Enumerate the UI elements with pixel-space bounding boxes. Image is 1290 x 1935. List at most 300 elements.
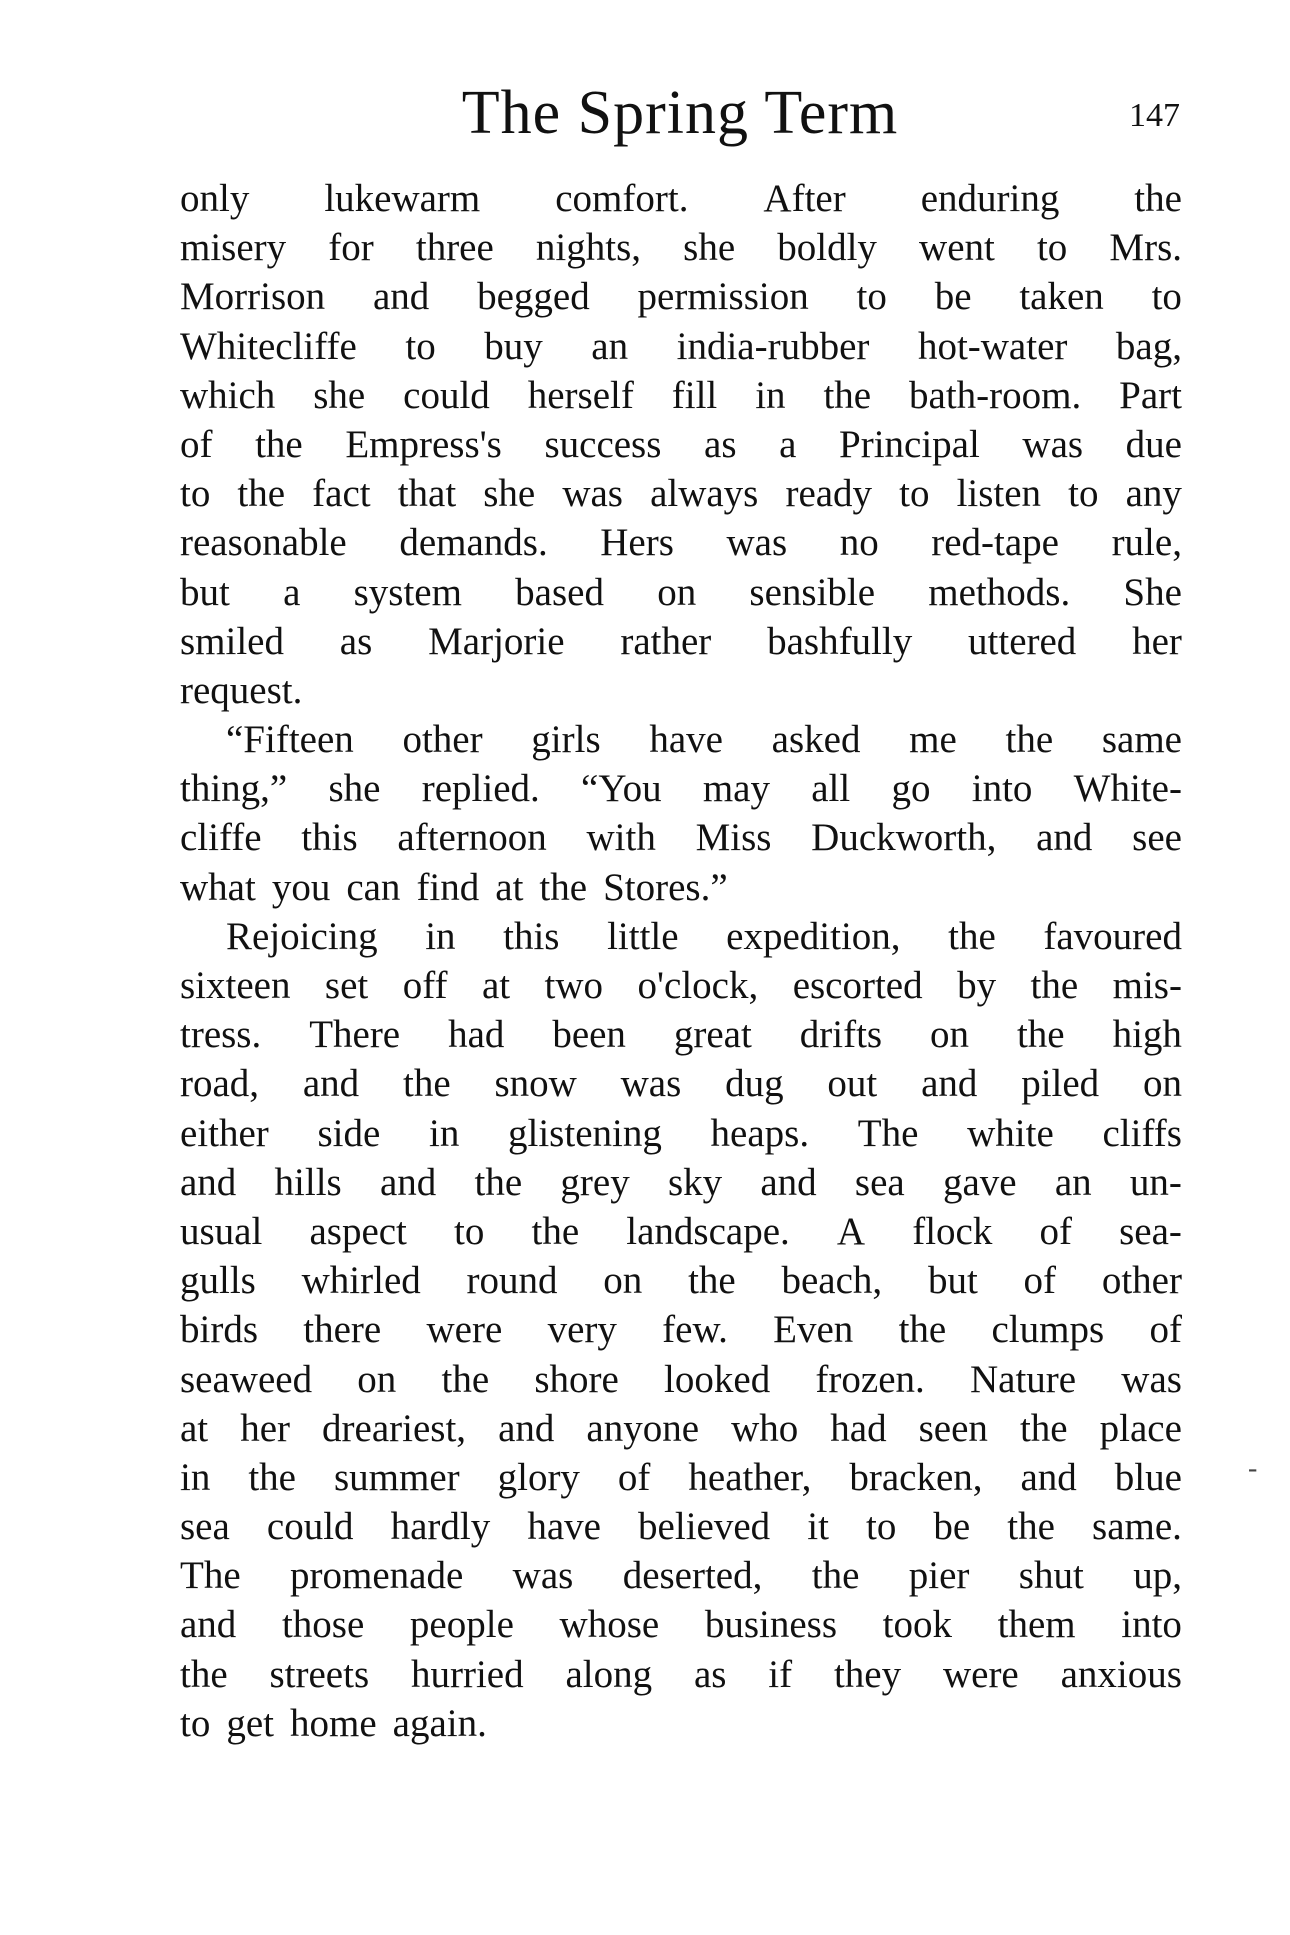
text-word: but bbox=[180, 570, 230, 614]
text-word: as bbox=[339, 619, 373, 663]
text-word: a bbox=[779, 422, 797, 466]
text-word: Miss bbox=[695, 816, 772, 860]
text-line bbox=[180, 764, 1182, 813]
text-word: the bbox=[1030, 964, 1079, 1007]
text-word: any bbox=[1125, 472, 1182, 516]
text-word: flock bbox=[912, 1209, 993, 1253]
text-word: went bbox=[919, 226, 995, 270]
text-word: red-tape bbox=[931, 521, 1059, 565]
text-word: and bbox=[921, 1062, 978, 1106]
text-word: of bbox=[1039, 1209, 1072, 1253]
text-word: to bbox=[1036, 226, 1068, 270]
text-word: Even bbox=[773, 1308, 854, 1352]
text-word: White- bbox=[1073, 767, 1182, 811]
text-word: in bbox=[425, 914, 456, 958]
text-word: un- bbox=[1129, 1160, 1182, 1204]
text-word: on bbox=[1142, 1062, 1182, 1106]
text-word: the bbox=[823, 373, 872, 417]
text-word: all bbox=[811, 767, 851, 811]
text-word: anxious bbox=[1060, 1652, 1182, 1696]
text-word: was bbox=[1121, 1357, 1182, 1401]
text-word: and bbox=[180, 1160, 237, 1204]
text-line bbox=[180, 1600, 1182, 1649]
text-word: white bbox=[967, 1111, 1054, 1155]
text-line bbox=[180, 1256, 1182, 1305]
text-line bbox=[180, 1207, 1182, 1256]
text-word: the bbox=[948, 914, 996, 958]
text-word: at bbox=[495, 865, 524, 909]
text-line bbox=[180, 863, 1182, 912]
text-word: grey bbox=[560, 1160, 630, 1204]
text-word: uttered bbox=[968, 619, 1077, 663]
text-word: whose bbox=[559, 1603, 660, 1647]
text-word: rule, bbox=[1111, 521, 1182, 565]
text-word: bag, bbox=[1115, 324, 1182, 368]
text-word: shore bbox=[534, 1357, 619, 1401]
text-word: on bbox=[657, 570, 697, 614]
text-word: no bbox=[839, 521, 879, 565]
text-word: promenade bbox=[290, 1554, 464, 1598]
text-word: heather, bbox=[688, 1455, 812, 1499]
text-word: whirled bbox=[301, 1259, 421, 1303]
text-word: she bbox=[313, 373, 366, 417]
text-word: her bbox=[1132, 619, 1182, 663]
text-word: system bbox=[353, 570, 462, 614]
text-word: Principal bbox=[839, 422, 980, 466]
text-word: into bbox=[971, 767, 1033, 811]
text-word: the bbox=[1134, 177, 1182, 220]
text-word: can bbox=[346, 865, 401, 909]
text-word: india-rubber bbox=[676, 324, 870, 368]
text-word: of bbox=[617, 1455, 651, 1499]
text-word: based bbox=[515, 570, 604, 614]
text-word: asked bbox=[771, 718, 861, 762]
text-word: There bbox=[309, 1013, 401, 1057]
text-word: glistening bbox=[508, 1111, 662, 1155]
text-word: buy bbox=[484, 324, 543, 368]
text-line bbox=[180, 813, 1182, 862]
text-word: Morrison bbox=[180, 275, 326, 319]
body-text bbox=[180, 174, 1182, 1748]
text-word: seen bbox=[918, 1406, 988, 1450]
text-word: the bbox=[180, 1652, 228, 1696]
text-word: this bbox=[301, 816, 358, 860]
text-word: high bbox=[1112, 1013, 1182, 1057]
text-word: at bbox=[481, 964, 511, 1007]
text-word: favoured bbox=[1043, 914, 1182, 958]
text-word: could bbox=[266, 1505, 354, 1549]
text-word: sea bbox=[854, 1160, 905, 1204]
text-line bbox=[180, 666, 1182, 715]
text-word: it bbox=[807, 1505, 829, 1549]
text-line bbox=[180, 1158, 1182, 1207]
text-word: bracken, bbox=[849, 1455, 983, 1499]
text-word: Marjorie bbox=[428, 619, 565, 663]
text-word: to bbox=[1068, 472, 1099, 516]
text-word: “Fifteen bbox=[226, 718, 354, 762]
text-word: blue bbox=[1114, 1455, 1182, 1499]
text-word: set bbox=[324, 964, 369, 1007]
text-word: thing,” bbox=[180, 767, 288, 811]
text-word: the bbox=[1007, 1505, 1055, 1549]
text-word: either bbox=[180, 1111, 269, 1155]
text-word: bashfully bbox=[767, 619, 913, 663]
text-word: boldly bbox=[777, 226, 877, 270]
text-word: bath-room. bbox=[909, 373, 1082, 417]
text-word: of bbox=[1149, 1308, 1182, 1352]
text-word: tress. bbox=[180, 1013, 262, 1057]
text-word: only bbox=[180, 177, 250, 220]
text-word: up, bbox=[1133, 1554, 1182, 1598]
text-word: side bbox=[317, 1111, 381, 1155]
text-word: what bbox=[180, 865, 256, 909]
text-line bbox=[180, 1355, 1182, 1404]
text-word: with bbox=[586, 816, 656, 860]
text-word: and bbox=[760, 1160, 817, 1204]
text-word: heaps. bbox=[710, 1111, 810, 1155]
text-word: took bbox=[882, 1603, 952, 1647]
text-word: who bbox=[731, 1406, 799, 1450]
text-word: the bbox=[237, 472, 286, 516]
text-word: hills bbox=[274, 1160, 342, 1204]
text-word: of bbox=[180, 422, 213, 466]
text-word: believed bbox=[638, 1505, 771, 1549]
text-line bbox=[180, 1305, 1182, 1354]
text-word: sky bbox=[667, 1160, 723, 1204]
text-word: the bbox=[898, 1308, 947, 1352]
text-word: Part bbox=[1119, 373, 1182, 417]
text-line bbox=[180, 1502, 1182, 1551]
text-word: go bbox=[891, 767, 931, 811]
text-word: she bbox=[328, 767, 381, 811]
text-word: on bbox=[603, 1259, 643, 1303]
text-word: cliffe bbox=[180, 816, 262, 860]
text-word: the bbox=[539, 865, 588, 909]
text-word: clumps bbox=[991, 1308, 1105, 1352]
text-word: beach, bbox=[781, 1259, 883, 1303]
text-word: two bbox=[544, 964, 604, 1007]
text-word: girls bbox=[531, 718, 601, 762]
text-line bbox=[180, 420, 1182, 469]
text-word: rather bbox=[620, 619, 712, 663]
text-word: could bbox=[403, 373, 490, 417]
text-line bbox=[180, 518, 1182, 567]
text-word: and bbox=[372, 275, 430, 319]
text-line bbox=[180, 322, 1182, 371]
text-word: seaweed bbox=[180, 1357, 313, 1401]
text-word: to bbox=[865, 1505, 897, 1549]
text-word: and bbox=[498, 1406, 555, 1450]
text-word: same bbox=[1101, 718, 1182, 762]
text-word: of bbox=[1023, 1259, 1057, 1303]
text-word: same. bbox=[1092, 1505, 1182, 1549]
text-word: have bbox=[649, 718, 723, 762]
text-word: been bbox=[552, 1013, 626, 1057]
text-word: that bbox=[397, 472, 457, 516]
text-word: were bbox=[426, 1308, 503, 1352]
text-word: fill bbox=[671, 373, 718, 417]
text-word: shut bbox=[1018, 1554, 1084, 1598]
text-word: the bbox=[531, 1209, 580, 1253]
text-word: lukewarm bbox=[324, 177, 481, 220]
text-word: birds bbox=[180, 1308, 258, 1352]
text-word: frozen. bbox=[815, 1357, 925, 1401]
margin-mark: - bbox=[1248, 1453, 1258, 1484]
text-word: to bbox=[180, 472, 211, 516]
page-header bbox=[180, 78, 1180, 148]
text-word: road, bbox=[180, 1062, 260, 1106]
text-word: an bbox=[1054, 1160, 1092, 1204]
text-word: were bbox=[942, 1652, 1019, 1696]
text-word: out bbox=[827, 1062, 878, 1106]
text-word: She bbox=[1123, 570, 1182, 614]
text-word: place bbox=[1099, 1406, 1182, 1450]
text-line bbox=[180, 617, 1182, 666]
text-word: and bbox=[1020, 1455, 1077, 1499]
text-word: streets bbox=[269, 1652, 370, 1696]
text-word: always bbox=[650, 472, 759, 516]
text-word: herself bbox=[527, 373, 634, 417]
text-word: in bbox=[180, 1455, 211, 1499]
text-word: and bbox=[302, 1062, 360, 1106]
text-word: me bbox=[909, 718, 957, 762]
text-word: Stores.” bbox=[603, 865, 728, 909]
text-word: hurried bbox=[410, 1652, 524, 1696]
text-word: begged bbox=[477, 275, 590, 319]
text-word: as bbox=[693, 1652, 727, 1696]
text-word: gave bbox=[942, 1160, 1017, 1204]
text-word: see bbox=[1132, 816, 1182, 860]
text-word: to bbox=[899, 472, 930, 516]
text-word: glory bbox=[497, 1455, 580, 1499]
text-word: due bbox=[1125, 422, 1182, 466]
text-word: mis- bbox=[1112, 964, 1182, 1007]
text-line bbox=[180, 272, 1182, 321]
text-word: was bbox=[512, 1554, 574, 1598]
text-word: hot-water bbox=[917, 324, 1068, 368]
text-word: if bbox=[768, 1652, 793, 1696]
text-word: to bbox=[405, 324, 436, 368]
text-word: aspect bbox=[309, 1209, 407, 1253]
text-word: permission bbox=[637, 275, 809, 319]
text-word: those bbox=[281, 1603, 365, 1647]
text-word: them bbox=[997, 1603, 1076, 1647]
text-line bbox=[180, 961, 1182, 1010]
text-word: sea bbox=[180, 1505, 230, 1549]
text-word: great bbox=[673, 1013, 752, 1057]
text-word: ready bbox=[785, 472, 873, 516]
text-word: demands. bbox=[399, 521, 548, 565]
text-word: there bbox=[303, 1308, 382, 1352]
text-line bbox=[180, 223, 1182, 272]
text-word: little bbox=[607, 914, 679, 958]
text-word: After bbox=[763, 177, 846, 220]
text-word: sixteen bbox=[180, 964, 291, 1007]
text-word: comfort. bbox=[555, 177, 689, 220]
text-word: Rejoicing bbox=[226, 914, 378, 958]
text-line bbox=[180, 1059, 1182, 1108]
text-line bbox=[180, 174, 1182, 223]
text-word: the bbox=[248, 1455, 296, 1499]
running-title: The Spring Term bbox=[461, 79, 899, 147]
text-word: Nature bbox=[969, 1357, 1077, 1401]
text-word: expedition, bbox=[726, 914, 901, 958]
text-word: Duckworth, bbox=[811, 816, 997, 860]
text-word: in bbox=[428, 1111, 460, 1155]
text-word: other bbox=[1101, 1259, 1182, 1303]
text-word: you bbox=[271, 865, 331, 909]
text-word: enduring bbox=[920, 177, 1060, 220]
text-word: success bbox=[544, 422, 662, 466]
page-number: 147 bbox=[1129, 97, 1180, 134]
text-word: was bbox=[562, 472, 623, 516]
text-line bbox=[180, 1010, 1182, 1059]
text-word: piled bbox=[1021, 1062, 1100, 1106]
text-word: usual bbox=[180, 1209, 263, 1253]
text-word: escorted bbox=[792, 964, 923, 1007]
text-word: off bbox=[402, 964, 448, 1007]
text-word: fact bbox=[312, 472, 371, 516]
text-word: the bbox=[255, 422, 303, 466]
text-word: request. bbox=[180, 668, 303, 712]
text-word: as bbox=[704, 422, 737, 466]
text-word: round bbox=[466, 1259, 558, 1303]
text-word: looked bbox=[664, 1357, 771, 1401]
text-word: anyone bbox=[586, 1406, 700, 1450]
text-word: but bbox=[927, 1259, 978, 1303]
text-word: o'clock, bbox=[637, 964, 759, 1007]
text-word: for bbox=[328, 226, 374, 270]
text-word: by bbox=[957, 964, 997, 1007]
text-word: Mrs. bbox=[1109, 226, 1182, 270]
text-word: dug bbox=[725, 1062, 784, 1106]
text-word: may bbox=[702, 767, 770, 811]
text-word: and bbox=[180, 1603, 237, 1647]
text-word: this bbox=[503, 914, 560, 958]
text-word: snow bbox=[494, 1062, 577, 1106]
text-word: pier bbox=[908, 1554, 970, 1598]
text-line bbox=[180, 1551, 1182, 1600]
text-word: she bbox=[483, 472, 536, 516]
text-line bbox=[180, 1650, 1182, 1699]
text-line bbox=[180, 1109, 1182, 1158]
text-word: was bbox=[1022, 422, 1084, 466]
text-word: along bbox=[565, 1652, 653, 1696]
text-word: A bbox=[836, 1209, 866, 1253]
text-word: hardly bbox=[390, 1505, 491, 1549]
text-word: misery bbox=[180, 226, 287, 270]
text-word: people bbox=[409, 1603, 514, 1647]
text-word: again. bbox=[392, 1701, 487, 1745]
text-word: the bbox=[403, 1062, 451, 1106]
text-line bbox=[180, 568, 1182, 617]
text-word: the bbox=[688, 1259, 736, 1303]
text-word: the bbox=[811, 1554, 860, 1598]
text-word: gulls bbox=[180, 1259, 256, 1303]
text-word: to bbox=[856, 275, 887, 319]
text-word: she bbox=[683, 226, 736, 270]
text-word: Hers bbox=[600, 521, 674, 565]
text-word: was bbox=[726, 521, 788, 565]
text-word: was bbox=[620, 1062, 682, 1106]
text-word: dreariest, bbox=[322, 1406, 467, 1450]
text-word: had bbox=[830, 1406, 887, 1450]
text-word: home bbox=[290, 1701, 377, 1745]
text-word: and bbox=[1036, 816, 1093, 860]
text-word: smiled bbox=[180, 619, 284, 663]
text-word: deserted, bbox=[622, 1554, 763, 1598]
text-word: be bbox=[934, 275, 972, 319]
text-word: “You bbox=[581, 767, 662, 811]
text-word: they bbox=[833, 1652, 902, 1696]
text-word: which bbox=[180, 373, 276, 417]
text-word: the bbox=[474, 1160, 523, 1204]
text-word: her bbox=[240, 1406, 290, 1450]
text-word: had bbox=[448, 1013, 505, 1057]
text-word: cliffs bbox=[1102, 1111, 1182, 1155]
text-word: Empress's bbox=[345, 422, 502, 466]
text-line bbox=[180, 912, 1182, 961]
text-line bbox=[180, 1699, 1182, 1748]
text-word: taken bbox=[1019, 275, 1104, 319]
text-word: to bbox=[180, 1701, 211, 1745]
text-line bbox=[180, 1404, 1182, 1453]
text-word: business bbox=[704, 1603, 838, 1647]
text-word: replied. bbox=[421, 767, 540, 811]
text-word: the bbox=[441, 1357, 490, 1401]
text-word: very bbox=[547, 1308, 617, 1352]
text-word: the bbox=[1019, 1406, 1068, 1450]
text-word: The bbox=[857, 1111, 919, 1155]
text-word: and bbox=[379, 1160, 437, 1204]
text-word: Whitecliffe bbox=[180, 324, 357, 368]
text-word: in bbox=[755, 373, 786, 417]
text-word: on bbox=[357, 1357, 397, 1401]
text-word: an bbox=[591, 324, 629, 368]
text-line bbox=[180, 1453, 1182, 1502]
text-word: drifts bbox=[799, 1013, 883, 1057]
text-word: three bbox=[415, 226, 494, 270]
text-word: sensible bbox=[749, 570, 876, 614]
text-word: sea- bbox=[1119, 1209, 1182, 1253]
text-line bbox=[180, 715, 1182, 764]
text-word: listen bbox=[956, 472, 1042, 516]
text-word: at bbox=[180, 1406, 209, 1450]
text-word: landscape. bbox=[626, 1209, 790, 1253]
text-word: have bbox=[527, 1505, 601, 1549]
text-word: on bbox=[930, 1013, 970, 1057]
text-line bbox=[180, 469, 1182, 518]
text-word: into bbox=[1121, 1603, 1182, 1647]
text-word: The bbox=[180, 1554, 241, 1598]
text-word: the bbox=[1005, 718, 1054, 762]
text-word: summer bbox=[333, 1455, 460, 1499]
text-word: afternoon bbox=[397, 816, 547, 860]
text-word: to bbox=[1151, 275, 1182, 319]
text-word: few. bbox=[662, 1308, 728, 1352]
text-word: to bbox=[454, 1209, 485, 1253]
text-word: find bbox=[416, 865, 480, 909]
text-word: be bbox=[933, 1505, 971, 1549]
text-word: nights, bbox=[535, 226, 642, 270]
text-word: a bbox=[283, 570, 301, 614]
text-word: methods. bbox=[928, 570, 1071, 614]
text-word: reasonable bbox=[180, 521, 347, 565]
text-word: get bbox=[226, 1701, 274, 1745]
text-line bbox=[180, 371, 1182, 420]
text-word: the bbox=[1016, 1013, 1065, 1057]
text-word: other bbox=[402, 718, 483, 762]
